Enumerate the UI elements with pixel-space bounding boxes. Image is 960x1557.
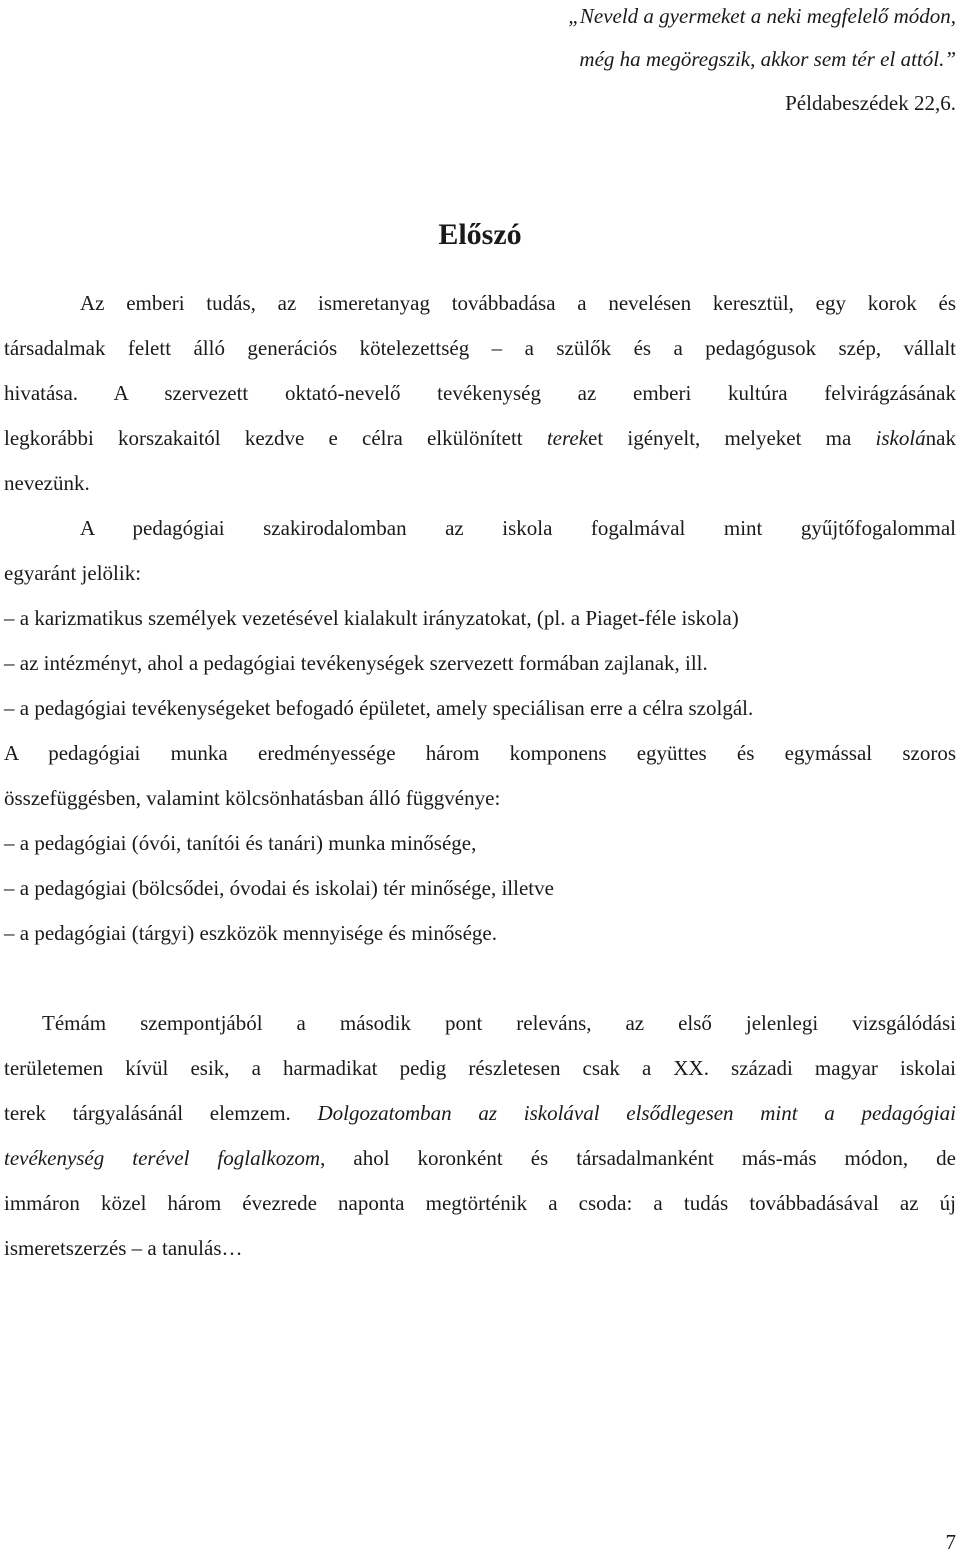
paragraph-2-line-1: A pedagógiai szakirodalomban az iskola fogalmával mint gyűjtőfogalommal: [80, 516, 956, 540]
text-run: et igényelt, melyeket ma: [588, 426, 876, 450]
text-run: , ahol koronként és társadalmanként más-más módon, de: [320, 1146, 956, 1170]
paragraph-1-line-3: hivatása. A szervezett oktató-nevelő tevékenység az emberi kultúra felvirágzásának: [4, 381, 956, 405]
list-item: – a pedagógiai (bölcsődei, óvodai és iskolai) tér minősége, illetve: [4, 876, 554, 900]
motto-source: Példabeszédek 22,6.: [785, 91, 956, 115]
text-run: legkorábbi korszakaitól kezdve e célra elkülönített: [4, 426, 547, 450]
text-run: terek tárgyalásánál elemzem.: [4, 1101, 318, 1125]
list-item: – a karizmatikus személyek vezetésével kialakult irányzatokat, (pl. a Piaget-féle iskola): [4, 606, 739, 630]
paragraph-1-line-4: [4, 424, 956, 452]
paragraph-4-line-2: területemen kívül esik, a harmadikat pedig részletesen csak a XX. századi magyar iskolai: [4, 1056, 956, 1080]
paragraph-4-line-4: [4, 1144, 956, 1172]
paragraph-4-line-6: ismeretszerzés – a tanulás…: [4, 1236, 243, 1260]
page-number: 7: [945, 1530, 956, 1554]
emphasis-text: Dolgozatomban az iskolával elsődlegesen mint a pedagógiai: [317, 1101, 956, 1125]
text-run: nak: [925, 426, 956, 450]
emphasis-terek: terek: [546, 426, 589, 450]
paragraph-4-line-3: [4, 1099, 956, 1127]
emphasis-text: tevékenység terével foglalkozom: [4, 1146, 321, 1170]
motto-line-1: „Neveld a gyermeket a neki megfelelő módon,: [568, 4, 956, 28]
page-title: Előszó: [438, 218, 522, 251]
paragraph-1-line-2: társadalmak felett álló generációs kötelezettség – a szülők és a pedagógusok szép, vállalt: [4, 336, 956, 360]
motto-line-2: még ha megöregszik, akkor sem tér el attól.”: [579, 47, 956, 71]
paragraph-4-line-5: immáron közel három évezrede naponta megtörténik a csoda: a tudás továbbadásával az új: [4, 1191, 956, 1215]
list-item: – az intézményt, ahol a pedagógiai tevékenységek szervezett formában zajlanak, ill.: [4, 651, 708, 675]
list-item: – a pedagógiai tevékenységeket befogadó épületet, amely speciálisan erre a célra szolgál.: [4, 696, 754, 720]
emphasis-iskola: iskolá: [875, 426, 926, 450]
list-item: – a pedagógiai (óvói, tanítói és tanári) munka minősége,: [4, 831, 477, 855]
paragraph-2-line-2: egyaránt jelölik:: [4, 561, 142, 585]
paragraph-1-line-1: Az emberi tudás, az ismeretanyag továbbadása a nevelésen keresztül, egy korok és: [80, 291, 956, 315]
paragraph-4-line-1: Témám szempontjából a második pont releváns, az első jelenlegi vizsgálódási: [42, 1011, 956, 1035]
paragraph-3-line-1: A pedagógiai munka eredményessége három komponens együttes és egymással szoros: [4, 741, 956, 765]
paragraph-1-line-5: nevezünk.: [4, 471, 90, 495]
list-item: – a pedagógiai (tárgyi) eszközök mennyisége és minősége.: [4, 921, 497, 945]
paragraph-3-line-2: összefüggésben, valamint kölcsönhatásban álló függvénye:: [4, 786, 501, 810]
